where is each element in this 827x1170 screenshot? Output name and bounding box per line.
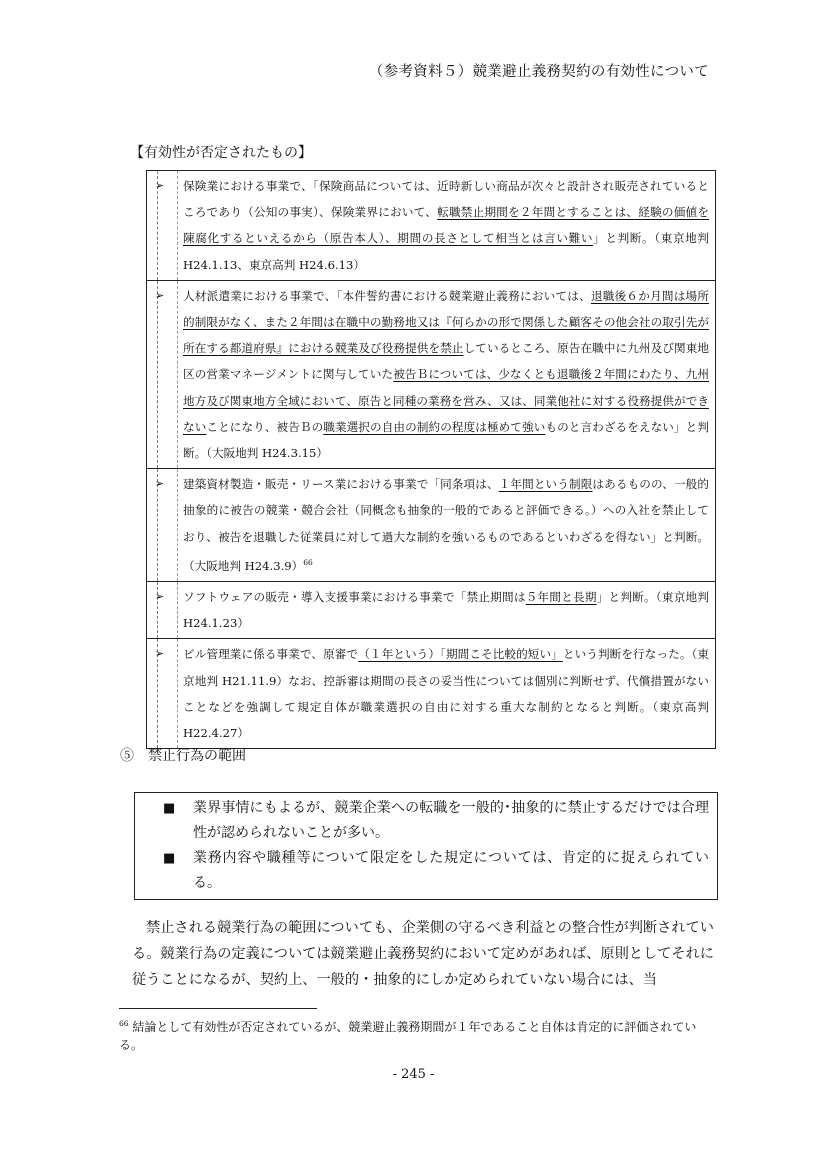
case-text-segment: 人材派遣業における事業で、「本件誓約書における競業避止義務においては、: [183, 288, 591, 303]
arrow-bullet-icon: ➢: [155, 647, 165, 661]
footnote-divider: [119, 1008, 317, 1009]
case-text: [183, 584, 709, 636]
underlined-text: 退職後６か月間は場所的制限がなく、また２年間は在職中の勤務地又は『何らかの形で関係した顧客その他会社の取引先が所在する都道府県』における競業及び役務提供を禁止: [183, 288, 709, 356]
arrow-bullet-icon: ➢: [155, 288, 165, 302]
document-header-title: （参考資料５）競業避止義務契約の有効性について: [368, 64, 709, 80]
underlined-text: 転職禁止期間を２年間とすることは、経験の価値を陳腐化するといえるから（原告本人）、期間の長さとして相当とは言い難い: [183, 205, 709, 246]
sub-heading-prohibited-acts: ⑤ 禁止行為の範囲: [120, 748, 246, 764]
case-item: [147, 582, 715, 639]
footnote-reference: 66: [303, 557, 313, 567]
case-text-segment: ものと言わざるをえない」と判断。（大阪地判 H24.3.15）: [183, 419, 709, 461]
footnote: [119, 1015, 719, 1054]
court-cases-box: [146, 170, 716, 749]
underlined-text: 職業選択の自由の制約の程度は極めて強い: [323, 419, 546, 434]
arrow-bullet-icon: ➢: [155, 589, 165, 603]
underlined-text: ５年間と長期: [525, 589, 597, 604]
case-text: [183, 641, 709, 746]
square-bullet-icon: ■: [163, 801, 176, 816]
summary-box: [134, 792, 718, 900]
arrow-bullet-icon: ➢: [155, 477, 165, 491]
case-text-segment: ビル管理業に係る事業で、原審で: [183, 647, 359, 662]
case-text-segment: 建築資材製造・販売・リース業における事業で「同条項は、: [183, 477, 499, 492]
case-text-segment: ソフトウェアの販売・導入支援事業における事業で「禁止期間は: [183, 589, 526, 604]
footnote-text: 結論として有効性が否定されているが、競業避止義務期間が１年であること自体は肯定的に評価されている。: [119, 1020, 697, 1052]
case-text: [183, 283, 709, 466]
summary-item-text: 業界事情にもよるが、競業企業への転職を一般的･抽象的に禁止するだけでは合理性が認められないことが多い。: [193, 800, 709, 841]
case-text-segment: はあるものの、一般的抽象的に被告の競業・競合会社（同概念も抽象的一般的であると評価できる。）への入社を禁止しており、被告を退職した従業員に対して過大な制約を強いるものであるといわざるを得ない」と判断。（大阪地判 H24.3.9）: [183, 477, 709, 573]
case-text-segment: 」と判断。（東京地判 H24.1.23）: [183, 589, 709, 631]
arrow-bullet-icon: ➢: [155, 179, 165, 192]
underlined-text: （１年という）「期間こそ比較的短い」: [358, 647, 563, 662]
case-item: [147, 171, 715, 281]
case-item: [147, 469, 715, 582]
case-text-segment: 」と判断。（東京地判 H24.1.13、東京高判 H24.6.13）: [183, 231, 709, 272]
case-text: [183, 173, 709, 278]
summary-item-text: 業務内容や職種等について限定をした規定については、肯定的に捉えられている。: [193, 850, 709, 891]
case-text: [183, 471, 709, 579]
case-text-segment: しているところ、原告在職中に九州及び関東地区の営業マネージメントに関与していた: [183, 341, 709, 382]
case-text-segment: という判断を行なった。（東京地判 H21.11.9）なお、控訴審は期間の長さの妥当性については個別に判断せず、代償措置がないことなどを強調して規定自体が職業選択の自由に対する重大な制約となると判断。（東京高判 H22.4.27）: [183, 647, 710, 740]
case-item: [147, 639, 715, 748]
case-item: [147, 281, 715, 469]
summary-item: [159, 846, 709, 896]
footnote-number: 66: [119, 1019, 129, 1028]
square-bullet-icon: ■: [163, 851, 176, 866]
underlined-text: １年間という制限: [498, 477, 593, 492]
section-heading-invalid-cases: 【有効性が否定されたもの】: [130, 145, 312, 161]
case-text-segment: 保険業における事業で、「保険商品については、近時新しい商品が次々と設計され販売されているところであり（公知の事実）、保険業界において、: [183, 179, 709, 220]
page-number: - 245 -: [392, 1067, 435, 1082]
underlined-text: 被告Ｂについては、少なくとも退職後２年間にわたり、九州地方及び関東地方全域において、原告と同種の業務を営み、又は、同業他社に対する役務提供ができない: [183, 367, 709, 434]
body-paragraph: 禁止される競業行為の範囲についても、企業側の守るべき利益との整合性が判断されている。競業行為の定義については競業避止義務契約において定めがあれば、原則としてそれに従うことになるが、契約上、一般的・抽象的にしか定められていない場合には、当: [132, 920, 714, 988]
case-text-segment: ことになり、被告Ｂの: [206, 419, 324, 434]
summary-item: [159, 796, 709, 846]
